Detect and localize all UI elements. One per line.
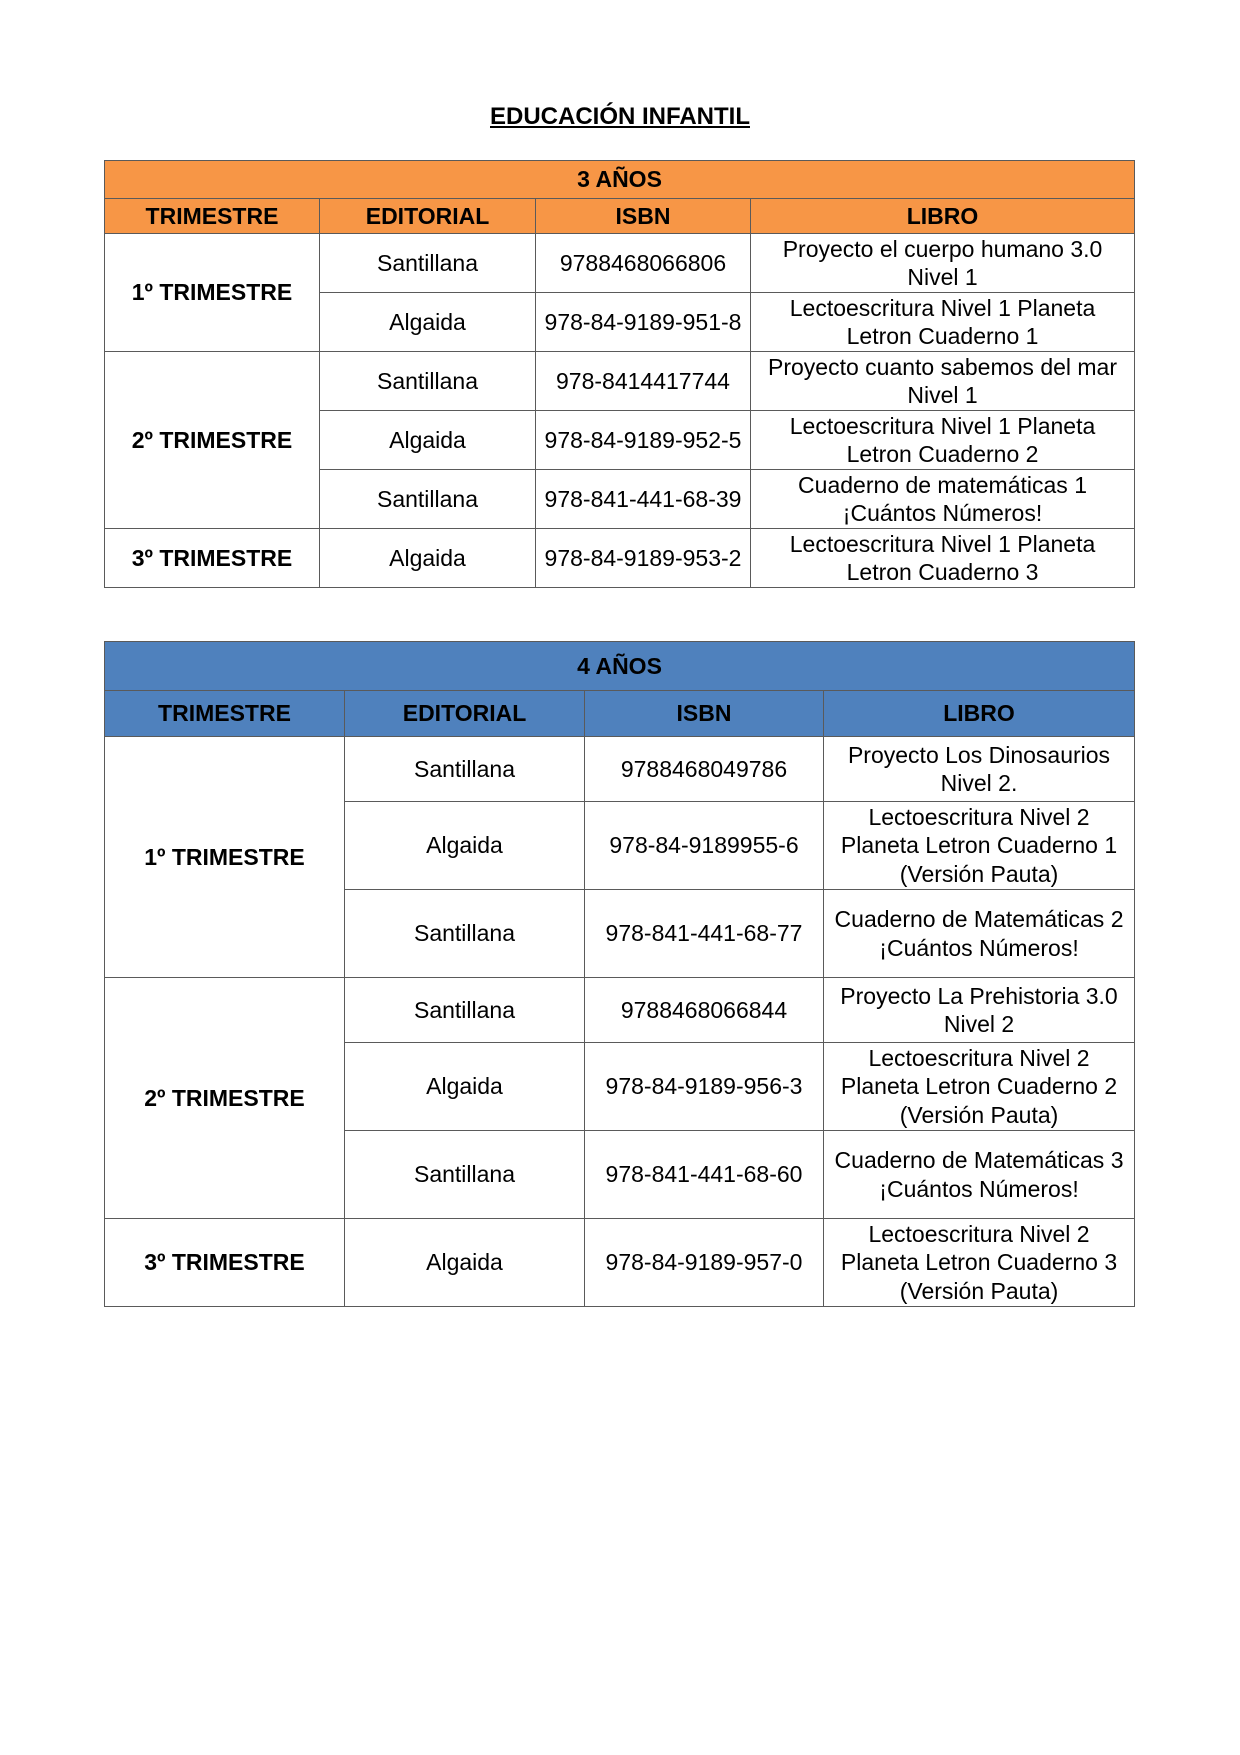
column-header-libro: LIBRO [824,691,1135,737]
isbn-cell: 978-84-9189-957-0 [585,1219,824,1307]
editorial-cell: Santillana [345,978,585,1043]
editorial-cell: Santillana [320,470,536,529]
editorial-cell: Algaida [345,802,585,890]
libro-cell: Lectoescritura Nivel 1 Planeta Letron Cuaderno 1 [751,293,1135,352]
term-cell: 3º TRIMESTRE [105,1219,345,1307]
term-cell: 1º TRIMESTRE [105,234,320,352]
column-header-editorial: EDITORIAL [320,199,536,234]
table-3-anos [104,160,1135,588]
term-cell: 3º TRIMESTRE [105,529,320,588]
column-header-isbn: ISBN [585,691,824,737]
term-cell: 2º TRIMESTRE [105,978,345,1219]
libro-cell: Cuaderno de Matemáticas 2 ¡Cuántos Números! [824,890,1135,978]
column-header-libro: LIBRO [751,199,1135,234]
table-4-anos [104,641,1135,1307]
libro-cell: Lectoescritura Nivel 1 Planeta Letron Cuaderno 3 [751,529,1135,588]
editorial-cell: Santillana [345,890,585,978]
table-row [105,1219,1135,1307]
isbn-cell: 978-84-9189-956-3 [585,1043,824,1131]
libro-cell: Proyecto cuanto sabemos del mar Nivel 1 [751,352,1135,411]
isbn-cell: 978-8414417744 [536,352,751,411]
column-header-editorial: EDITORIAL [345,691,585,737]
libro-cell: Proyecto el cuerpo humano 3.0 Nivel 1 [751,234,1135,293]
libro-cell: Lectoescritura Nivel 2 Planeta Letron Cuaderno 2 (Versión Pauta) [824,1043,1135,1131]
table-heading: 3 AÑOS [105,161,1135,199]
editorial-cell: Santillana [320,234,536,293]
libro-cell: Proyecto La Prehistoria 3.0 Nivel 2 [824,978,1135,1043]
column-header-trimestre: TRIMESTRE [105,691,345,737]
isbn-cell: 978-84-9189-952-5 [536,411,751,470]
libro-cell: Lectoescritura Nivel 2 Planeta Letron Cuaderno 1 (Versión Pauta) [824,802,1135,890]
editorial-cell: Algaida [320,411,536,470]
editorial-cell: Algaida [320,293,536,352]
editorial-cell: Algaida [345,1219,585,1307]
term-cell: 1º TRIMESTRE [105,737,345,978]
isbn-cell: 978-841-441-68-60 [585,1131,824,1219]
libro-cell: Lectoescritura Nivel 1 Planeta Letron Cuaderno 2 [751,411,1135,470]
table-row [105,529,1135,588]
column-header-isbn: ISBN [536,199,751,234]
isbn-cell: 9788468049786 [585,737,824,802]
isbn-cell: 9788468066806 [536,234,751,293]
isbn-cell: 978-84-9189-953-2 [536,529,751,588]
term-cell: 2º TRIMESTRE [105,352,320,529]
editorial-cell: Santillana [345,1131,585,1219]
editorial-cell: Algaida [345,1043,585,1131]
isbn-cell: 978-84-9189-951-8 [536,293,751,352]
isbn-cell: 978-841-441-68-39 [536,470,751,529]
libro-cell: Cuaderno de matemáticas 1 ¡Cuántos Números! [751,470,1135,529]
page-title: EDUCACIÓN INFANTIL [490,103,750,130]
table-row [105,737,1135,802]
table-heading: 4 AÑOS [105,642,1135,691]
libro-cell: Proyecto Los Dinosaurios Nivel 2. [824,737,1135,802]
column-header-trimestre: TRIMESTRE [105,199,320,234]
isbn-cell: 978-841-441-68-77 [585,890,824,978]
libro-cell: Cuaderno de Matemáticas 3 ¡Cuántos Números! [824,1131,1135,1219]
isbn-cell: 9788468066844 [585,978,824,1043]
editorial-cell: Santillana [320,352,536,411]
table-row [105,352,1135,411]
isbn-cell: 978-84-9189955-6 [585,802,824,890]
table-row [105,234,1135,293]
editorial-cell: Santillana [345,737,585,802]
libro-cell: Lectoescritura Nivel 2 Planeta Letron Cuaderno 3 (Versión Pauta) [824,1219,1135,1307]
editorial-cell: Algaida [320,529,536,588]
table-row [105,978,1135,1043]
